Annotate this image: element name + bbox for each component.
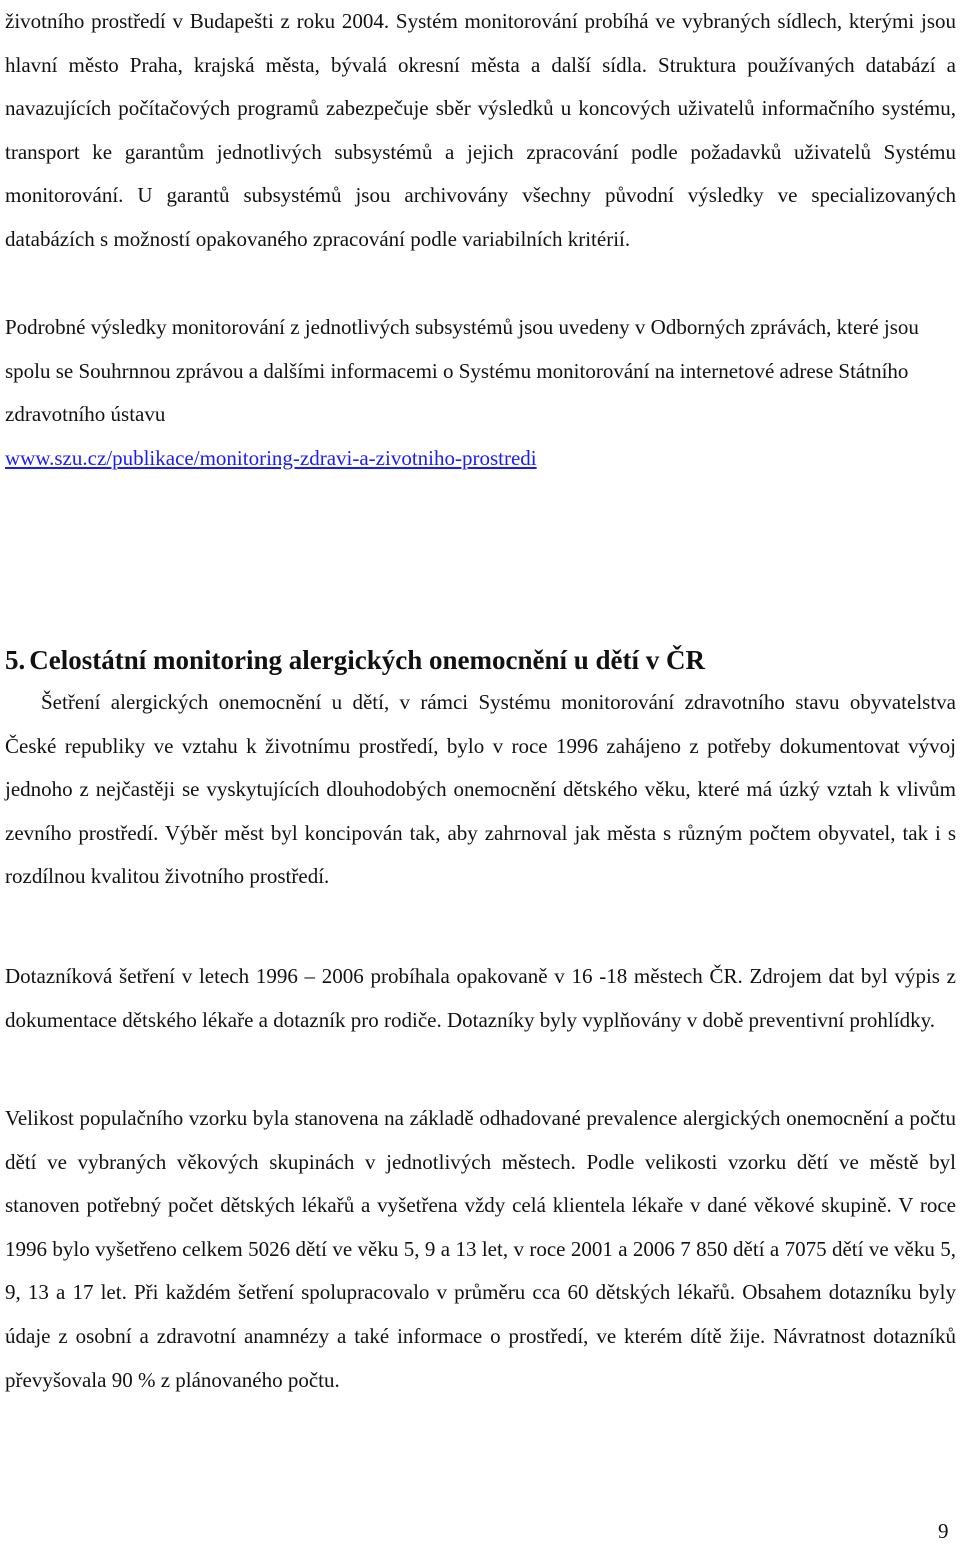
paragraph-detailed-results — [5, 306, 956, 480]
szu-website-link[interactable]: www.szu.cz/publikace/monitoring-zdravi-a-zivotniho-prostredi — [5, 445, 537, 470]
section-heading — [5, 640, 705, 680]
paragraph-population-sample: Velikost populačního vzorku byla stanovena na základě odhadované prevalence alergických onemocnění a počtu dětí ve vybraných věkových skupinách v jednotlivých městech. Podle velikosti vzorku dětí ve městě byl stanoven potřebný počet dětských lékařů a vyšetřena vždy celá klientela lékaře v dané věkové skupině. V roce 1996 bylo vyšetřeno celkem 5026 dětí ve věku 5, 9 a 13 let, v roce 2001 a 2006 7 850 dětí a 7075 dětí ve věku 5, 9, 13 a 17 let. Při každém šetření spolupracovalo v průměru cca 60 dětských lékařů. Obsahem dotazníku byly údaje z osobní a zdravotní anamnézy a také informace o prostředí, ve kterém dítě žije. Návratnost dotazníků převyšovala 90 % z plánovaného počtu. — [5, 1106, 956, 1392]
paragraph-detailed-results-text: Podrobné výsledky monitorování z jednotlivých subsystémů jsou uvedeny v Odborných zprávách, které jsou spolu se Souhrnnou zprávou a dalšími informacemi o Systému monitorování na internetové adrese Státního zdravotního ústavu — [5, 315, 919, 427]
section-title: Celostátní monitoring alergických onemocnění u dětí v ČR — [29, 645, 705, 675]
paragraph-monitoring-system: životního prostředí v Budapešti z roku 2004. Systém monitorování probíhá ve vybraných sídlech, kterými jsou hlavní město Praha, krajská města, bývalá okresní města a další sídla. Struktura používaných databází a navazujících počítačových programů zabezpečuje sběr výsledků u koncových uživatelů informačního systému, transport ke garantům jednotlivých subsystémů a jejich zpracování podle požadavků uživatelů Systému monitorování. U garantů subsystémů jsou archivovány všechny původní výsledky ve specializovaných databázích s možností opakovaného zpracování podle variabilních kritérií. — [5, 9, 956, 251]
paragraph-allergy-survey-intro: Šetření alergických onemocnění u dětí, v rámci Systému monitorování zdravotního stavu obyvatelstva České republiky ve vztahu k životnímu prostředí, bylo v roce 1996 zahájeno z potřeby dokumentovat vývoj jednoho z nejčastěji se vyskytujících dlouhodobých onemocnění dětského věku, které má úzký vztah k vlivům zevního prostředí. Výběr měst byl koncipován tak, aby zahrnoval jak města s různým počtem obyvatel, tak i s rozdílnou kvalitou životního prostředí. — [5, 690, 956, 889]
section-number: 5. — [5, 645, 26, 675]
paragraph-questionnaire-surveys: Dotazníková šetření v letech 1996 – 2006 probíhala opakovaně v 16 -18 městech ČR. Zdrojem dat byl výpis z dokumentace dětského lékaře a dotazník pro rodiče. Dotazníky byly vyplňovány v době preventivní prohlídky. — [5, 964, 956, 1032]
page-number: 9 — [938, 1519, 949, 1543]
